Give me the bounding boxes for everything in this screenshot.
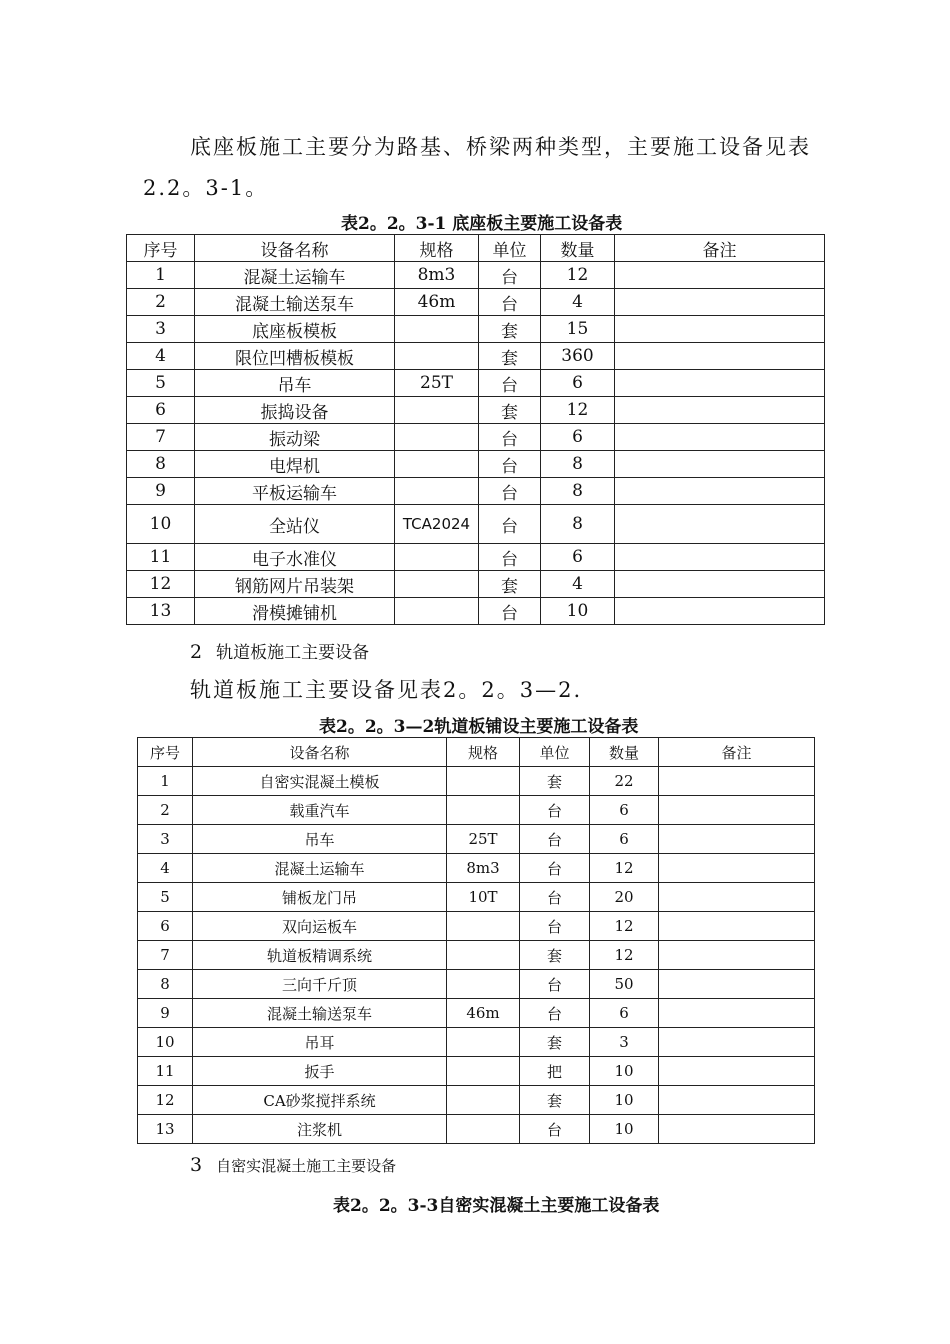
cell-remarks (615, 544, 825, 571)
cell-unit: 台 (520, 912, 590, 941)
cell-remarks (615, 397, 825, 424)
cell-name: 电焊机 (195, 451, 395, 478)
cell-unit: 套 (479, 571, 541, 598)
table-row (127, 316, 825, 343)
cell-quantity: 10 (590, 1086, 659, 1115)
cell-name: 电子水准仪 (195, 544, 395, 571)
table-row (138, 883, 815, 912)
table-row (127, 544, 825, 571)
cell-spec: 8m3 (447, 854, 520, 883)
cell-unit: 把 (520, 1057, 590, 1086)
cell-index: 13 (127, 598, 195, 625)
cell-spec (447, 941, 520, 970)
table-row (138, 796, 815, 825)
cell-quantity: 4 (541, 289, 615, 316)
cell-index: 9 (127, 478, 195, 505)
cell-name: 全站仪 (195, 505, 395, 544)
cell-unit: 台 (479, 451, 541, 478)
cell-name: 吊车 (193, 825, 447, 854)
cell-unit: 台 (479, 544, 541, 571)
column-header-remarks: 备注 (615, 235, 825, 262)
table3-caption: 表2。2。3-3自密实混凝土主要施工设备表 (333, 1196, 660, 1216)
cell-name: 限位凹槽板模板 (195, 343, 395, 370)
table-header-row (127, 235, 825, 262)
cell-quantity: 8 (541, 505, 615, 544)
cell-unit: 台 (520, 970, 590, 999)
cell-index: 11 (138, 1057, 193, 1086)
cell-index: 11 (127, 544, 195, 571)
cell-quantity: 8 (541, 451, 615, 478)
cell-quantity: 10 (541, 598, 615, 625)
cell-remarks (615, 316, 825, 343)
column-header-name: 设备名称 (195, 235, 395, 262)
cell-unit: 台 (520, 999, 590, 1028)
cell-spec (395, 343, 479, 370)
table-row (127, 397, 825, 424)
table-row (138, 970, 815, 999)
cell-remarks (615, 262, 825, 289)
column-header-spec: 规格 (447, 738, 520, 767)
cell-name: 三向千斤顶 (193, 970, 447, 999)
table1-caption: 表2。2。3-1 底座板主要施工设备表 (341, 214, 623, 234)
cell-quantity: 360 (541, 343, 615, 370)
cell-name: 钢筋网片吊装架 (195, 571, 395, 598)
cell-name: 铺板龙门吊 (193, 883, 447, 912)
cell-index: 3 (138, 825, 193, 854)
section-2-number: 2 (190, 641, 203, 663)
cell-remarks (615, 424, 825, 451)
column-header-remarks: 备注 (659, 738, 815, 767)
table2-caption: 表2。2。3—2轨道板铺设主要施工设备表 (319, 717, 639, 737)
cell-index: 12 (138, 1086, 193, 1115)
cell-index: 2 (138, 796, 193, 825)
cell-remarks (659, 825, 815, 854)
cell-remarks (659, 1028, 815, 1057)
intro-paragraph-line2: 2.2。3-1。 (143, 176, 269, 200)
cell-name: 吊耳 (193, 1028, 447, 1057)
table-row (138, 1057, 815, 1086)
column-header-spec: 规格 (395, 235, 479, 262)
cell-index: 3 (127, 316, 195, 343)
cell-remarks (615, 478, 825, 505)
cell-quantity: 20 (590, 883, 659, 912)
table-row (138, 912, 815, 941)
cell-unit: 台 (479, 289, 541, 316)
cell-remarks (659, 854, 815, 883)
cell-index: 12 (127, 571, 195, 598)
cell-unit: 台 (520, 1115, 590, 1144)
cell-spec: 46m (395, 289, 479, 316)
table-row (138, 1086, 815, 1115)
column-header-index: 序号 (127, 235, 195, 262)
cell-unit: 台 (479, 370, 541, 397)
cell-quantity: 6 (590, 825, 659, 854)
cell-name: 混凝土输送泵车 (193, 999, 447, 1028)
cell-index: 1 (127, 262, 195, 289)
table-row (138, 1028, 815, 1057)
cell-quantity: 8 (541, 478, 615, 505)
cell-name: 扳手 (193, 1057, 447, 1086)
cell-name: 吊车 (195, 370, 395, 397)
section-3-number: 3 (190, 1154, 203, 1176)
cell-spec (447, 970, 520, 999)
cell-name: 注浆机 (193, 1115, 447, 1144)
table-row (127, 424, 825, 451)
table-row (127, 505, 825, 544)
cell-quantity: 4 (541, 571, 615, 598)
cell-spec (447, 1086, 520, 1115)
cell-spec (395, 316, 479, 343)
cell-name: 振动梁 (195, 424, 395, 451)
cell-quantity: 12 (590, 854, 659, 883)
table-row (138, 999, 815, 1028)
cell-remarks (659, 1057, 815, 1086)
cell-spec (447, 796, 520, 825)
cell-name: 混凝土输送泵车 (195, 289, 395, 316)
cell-spec: TCA2024 (395, 505, 479, 544)
column-header-unit: 单位 (479, 235, 541, 262)
cell-name: 混凝土运输车 (193, 854, 447, 883)
cell-unit: 台 (479, 505, 541, 544)
cell-spec (395, 544, 479, 571)
cell-quantity: 10 (590, 1057, 659, 1086)
cell-unit: 台 (520, 796, 590, 825)
cell-name: 自密实混凝土模板 (193, 767, 447, 796)
cell-quantity: 3 (590, 1028, 659, 1057)
cell-index: 4 (127, 343, 195, 370)
cell-remarks (659, 999, 815, 1028)
table-row (138, 854, 815, 883)
cell-index: 5 (138, 883, 193, 912)
cell-spec (395, 571, 479, 598)
cell-name: 振捣设备 (195, 397, 395, 424)
table-row (127, 478, 825, 505)
cell-remarks (659, 970, 815, 999)
cell-remarks (659, 941, 815, 970)
cell-unit: 台 (479, 424, 541, 451)
cell-unit: 台 (520, 883, 590, 912)
cell-spec (395, 397, 479, 424)
cell-quantity: 6 (541, 370, 615, 397)
cell-remarks (659, 1115, 815, 1144)
cell-spec (447, 767, 520, 796)
cell-remarks (659, 883, 815, 912)
cell-index: 7 (127, 424, 195, 451)
cell-quantity: 22 (590, 767, 659, 796)
cell-index: 6 (127, 397, 195, 424)
cell-index: 10 (138, 1028, 193, 1057)
cell-remarks (615, 343, 825, 370)
cell-quantity: 6 (541, 544, 615, 571)
table-row (138, 1115, 815, 1144)
cell-spec: 10T (447, 883, 520, 912)
table-row (127, 370, 825, 397)
cell-quantity: 12 (590, 912, 659, 941)
cell-spec (395, 424, 479, 451)
cell-spec (395, 451, 479, 478)
cell-remarks (615, 598, 825, 625)
cell-index: 2 (127, 289, 195, 316)
cell-quantity: 10 (590, 1115, 659, 1144)
cell-index: 9 (138, 999, 193, 1028)
cell-remarks (615, 370, 825, 397)
cell-spec: 46m (447, 999, 520, 1028)
cell-remarks (615, 571, 825, 598)
cell-remarks (615, 289, 825, 316)
cell-quantity: 6 (541, 424, 615, 451)
cell-unit: 套 (520, 941, 590, 970)
cell-index: 6 (138, 912, 193, 941)
intro-paragraph-line1: 底座板施工主要分为路基、桥梁两种类型，主要施工设备见表 (190, 135, 811, 159)
table-row (127, 451, 825, 478)
cell-spec (447, 912, 520, 941)
table-row (127, 262, 825, 289)
cell-spec: 25T (395, 370, 479, 397)
table-row (138, 825, 815, 854)
cell-name: CA砂浆搅拌系统 (193, 1086, 447, 1115)
cell-quantity: 50 (590, 970, 659, 999)
cell-name: 底座板模板 (195, 316, 395, 343)
section-2-paragraph: 轨道板施工主要设备见表2。2。3—2. (190, 678, 583, 702)
cell-unit: 套 (520, 767, 590, 796)
section-3-heading (190, 1154, 396, 1176)
cell-index: 5 (127, 370, 195, 397)
cell-name: 滑模摊铺机 (195, 598, 395, 625)
cell-index: 1 (138, 767, 193, 796)
cell-quantity: 12 (590, 941, 659, 970)
table-row (138, 767, 815, 796)
column-header-quantity: 数量 (541, 235, 615, 262)
table-header-row (138, 738, 815, 767)
cell-quantity: 12 (541, 262, 615, 289)
section-3-title: 自密实混凝土施工主要设备 (216, 1157, 397, 1175)
cell-unit: 台 (479, 262, 541, 289)
cell-remarks (659, 767, 815, 796)
cell-index: 8 (138, 970, 193, 999)
cell-remarks (659, 912, 815, 941)
cell-unit: 台 (479, 478, 541, 505)
cell-unit: 台 (520, 854, 590, 883)
cell-index: 8 (127, 451, 195, 478)
cell-quantity: 15 (541, 316, 615, 343)
cell-index: 7 (138, 941, 193, 970)
cell-index: 4 (138, 854, 193, 883)
cell-remarks (615, 451, 825, 478)
column-header-unit: 单位 (520, 738, 590, 767)
table-row (127, 571, 825, 598)
table-row (127, 289, 825, 316)
cell-unit: 套 (520, 1086, 590, 1115)
equipment-table-base-plate (126, 234, 825, 625)
column-header-name: 设备名称 (193, 738, 447, 767)
column-header-quantity: 数量 (590, 738, 659, 767)
cell-index: 13 (138, 1115, 193, 1144)
cell-name: 轨道板精调系统 (193, 941, 447, 970)
cell-unit: 台 (479, 598, 541, 625)
column-header-index: 序号 (138, 738, 193, 767)
table-row (138, 941, 815, 970)
table-row (127, 343, 825, 370)
equipment-table-track-slab (137, 737, 815, 1144)
cell-spec: 25T (447, 825, 520, 854)
cell-unit: 套 (479, 343, 541, 370)
cell-name: 载重汽车 (193, 796, 447, 825)
cell-spec (447, 1028, 520, 1057)
cell-quantity: 6 (590, 999, 659, 1028)
cell-spec (395, 478, 479, 505)
section-2-heading (190, 638, 369, 663)
section-2-title: 轨道板施工主要设备 (216, 643, 370, 663)
cell-spec (447, 1115, 520, 1144)
cell-index: 10 (127, 505, 195, 544)
cell-remarks (659, 1086, 815, 1115)
cell-unit: 套 (479, 316, 541, 343)
cell-remarks (659, 796, 815, 825)
cell-name: 平板运输车 (195, 478, 395, 505)
cell-name: 双向运板车 (193, 912, 447, 941)
cell-quantity: 6 (590, 796, 659, 825)
cell-remarks (615, 505, 825, 544)
table-row (127, 598, 825, 625)
cell-name: 混凝土运输车 (195, 262, 395, 289)
cell-unit: 套 (479, 397, 541, 424)
cell-unit: 台 (520, 825, 590, 854)
cell-spec (447, 1057, 520, 1086)
cell-quantity: 12 (541, 397, 615, 424)
cell-unit: 套 (520, 1028, 590, 1057)
cell-spec (395, 598, 479, 625)
cell-spec: 8m3 (395, 262, 479, 289)
